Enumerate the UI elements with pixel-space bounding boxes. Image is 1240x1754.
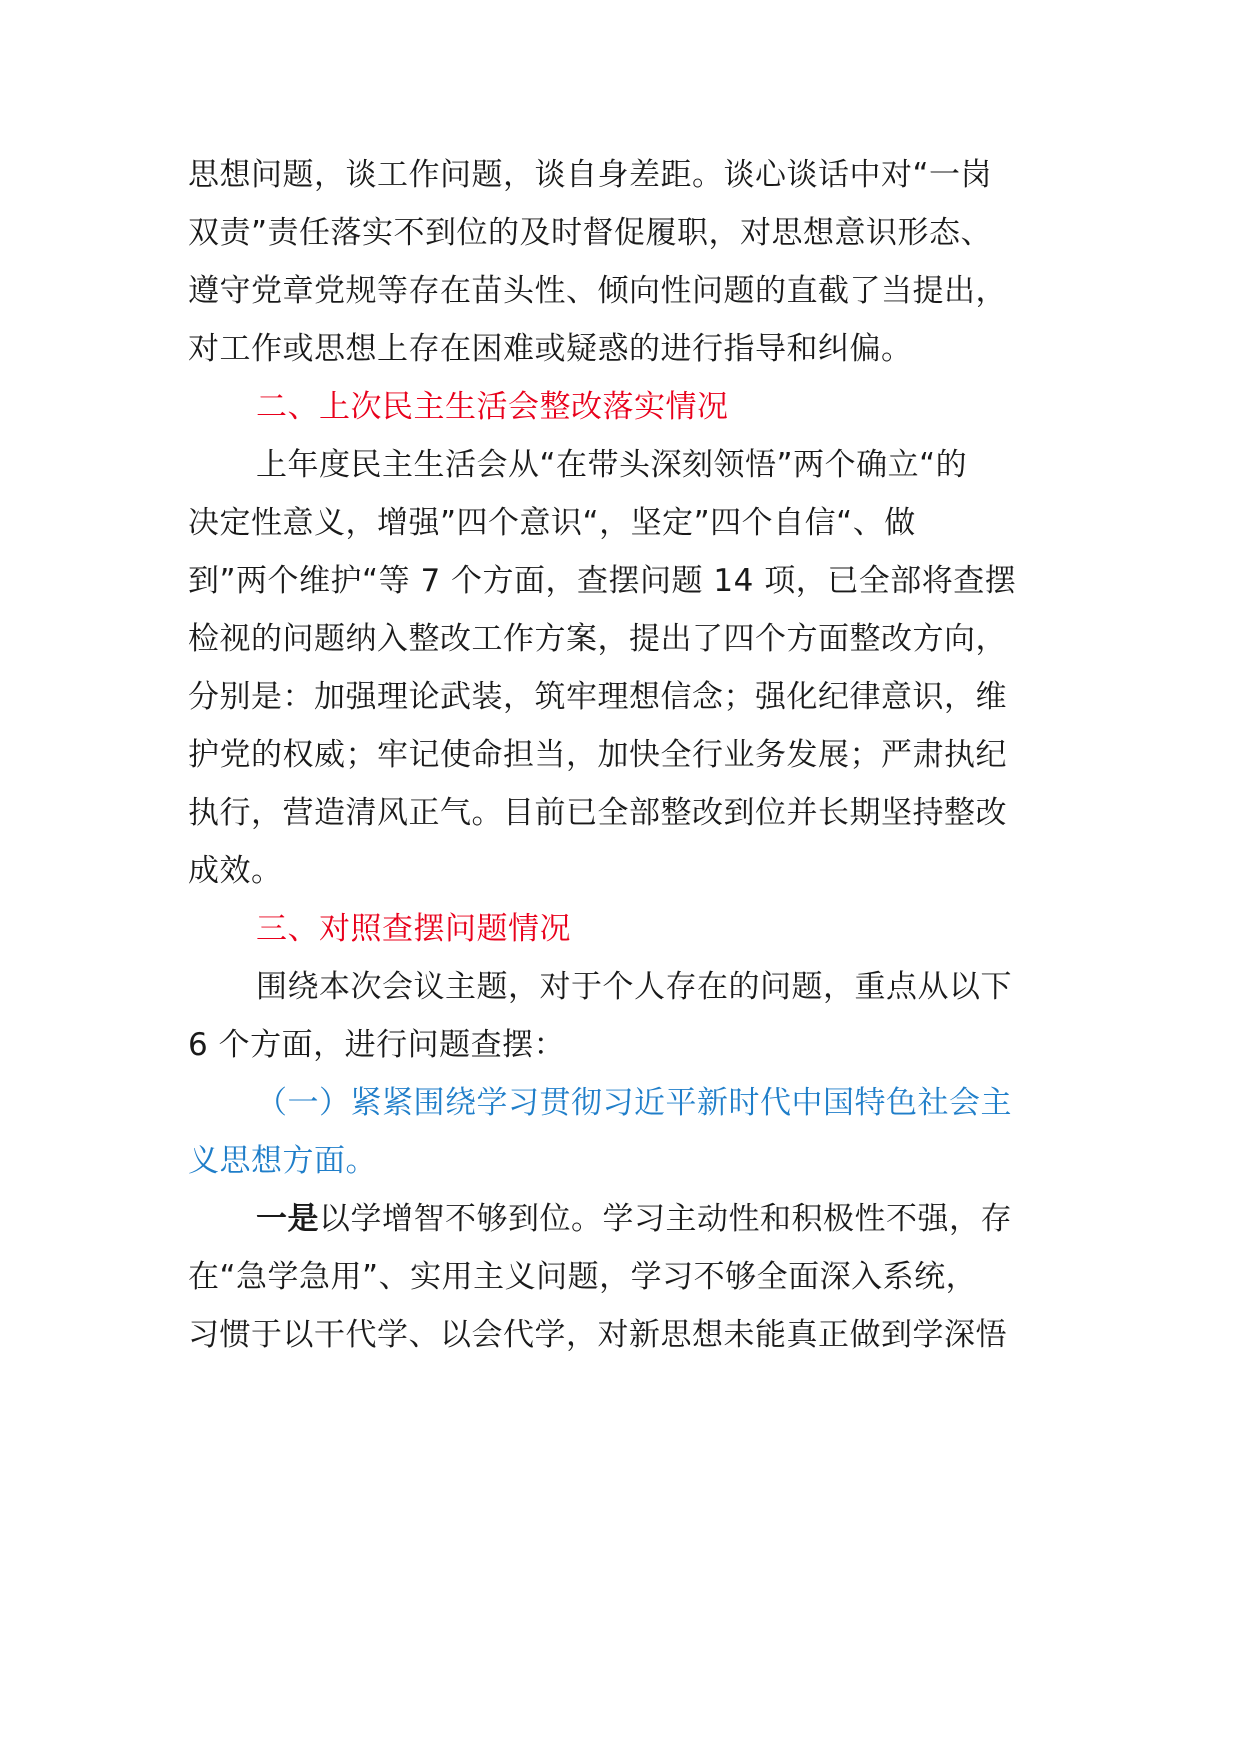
paragraph-1-line-1: 思想问题，谈工作问题，谈自身差距。谈心谈话中对“一岗 [188,157,993,193]
paragraph-4-line-3: 习惯于以干代学、以会代学，对新思想未能真正做到学深悟 [188,1317,1007,1353]
paragraph-3-line-1: 围绕本次会议主题，对于个人存在的问题，重点从以下 [256,969,1012,1005]
paragraph-4-line-2: 在“急学急用”、实用主义问题，学习不够全面深入系统， [188,1259,978,1295]
paragraph-4-lead: 一是 [256,1201,319,1237]
paragraph-2-line-5: 分别是：加强理论武装，筑牢理想信念；强化纪律意识，维 [188,679,1007,715]
paragraph-2-line-1: 上年度民主生活会从“在带头深刻领悟”两个确立“的 [256,447,968,483]
paragraph-2-line-6: 护党的权威；牢记使命担当，加快全行业务发展；严肃执纪 [188,737,1007,773]
paragraph-2-line-3: 到”两个维护“等 7 个方面，查摆问题 14 项，已全部将查摆 [188,563,1017,599]
subheading-1-line-2: 义思想方面。 [188,1143,377,1179]
paragraph-2-line-2: 决定性意义，增强”四个意识“，坚定”四个自信“、做 [188,505,916,541]
paragraph-2-line-4: 检视的问题纳入整改工作方案，提出了四个方面整改方向， [188,621,1007,657]
paragraph-1-line-4: 对工作或思想上存在困难或疑惑的进行指导和纠偏。 [188,331,913,367]
paragraph-3-line-2: 6 个方面，进行问题查摆： [188,1027,566,1063]
paragraph-2-line-7: 执行，营造清风正气。目前已全部整改到位并长期坚持整改 [188,795,1007,831]
paragraph-4-line-1-text: 以学增智不够到位。学习主动性和积极性不强，存 [319,1201,1012,1237]
paragraph-1-line-2: 双责”责任落实不到位的及时督促履职，对思想意识形态、 [188,215,993,251]
subheading-1-line-1: （一）紧紧围绕学习贯彻习近平新时代中国特色社会主 [256,1085,1012,1121]
paragraph-4-line-1 [256,1197,1012,1241]
section-heading-3: 三、对照查摆问题情况 [256,911,571,947]
section-heading-2: 二、上次民主生活会整改落实情况 [256,389,729,425]
paragraph-1-line-3: 遵守党章党规等存在苗头性、倾向性问题的直截了当提出， [188,273,1007,309]
paragraph-2-line-8: 成效。 [188,853,283,889]
